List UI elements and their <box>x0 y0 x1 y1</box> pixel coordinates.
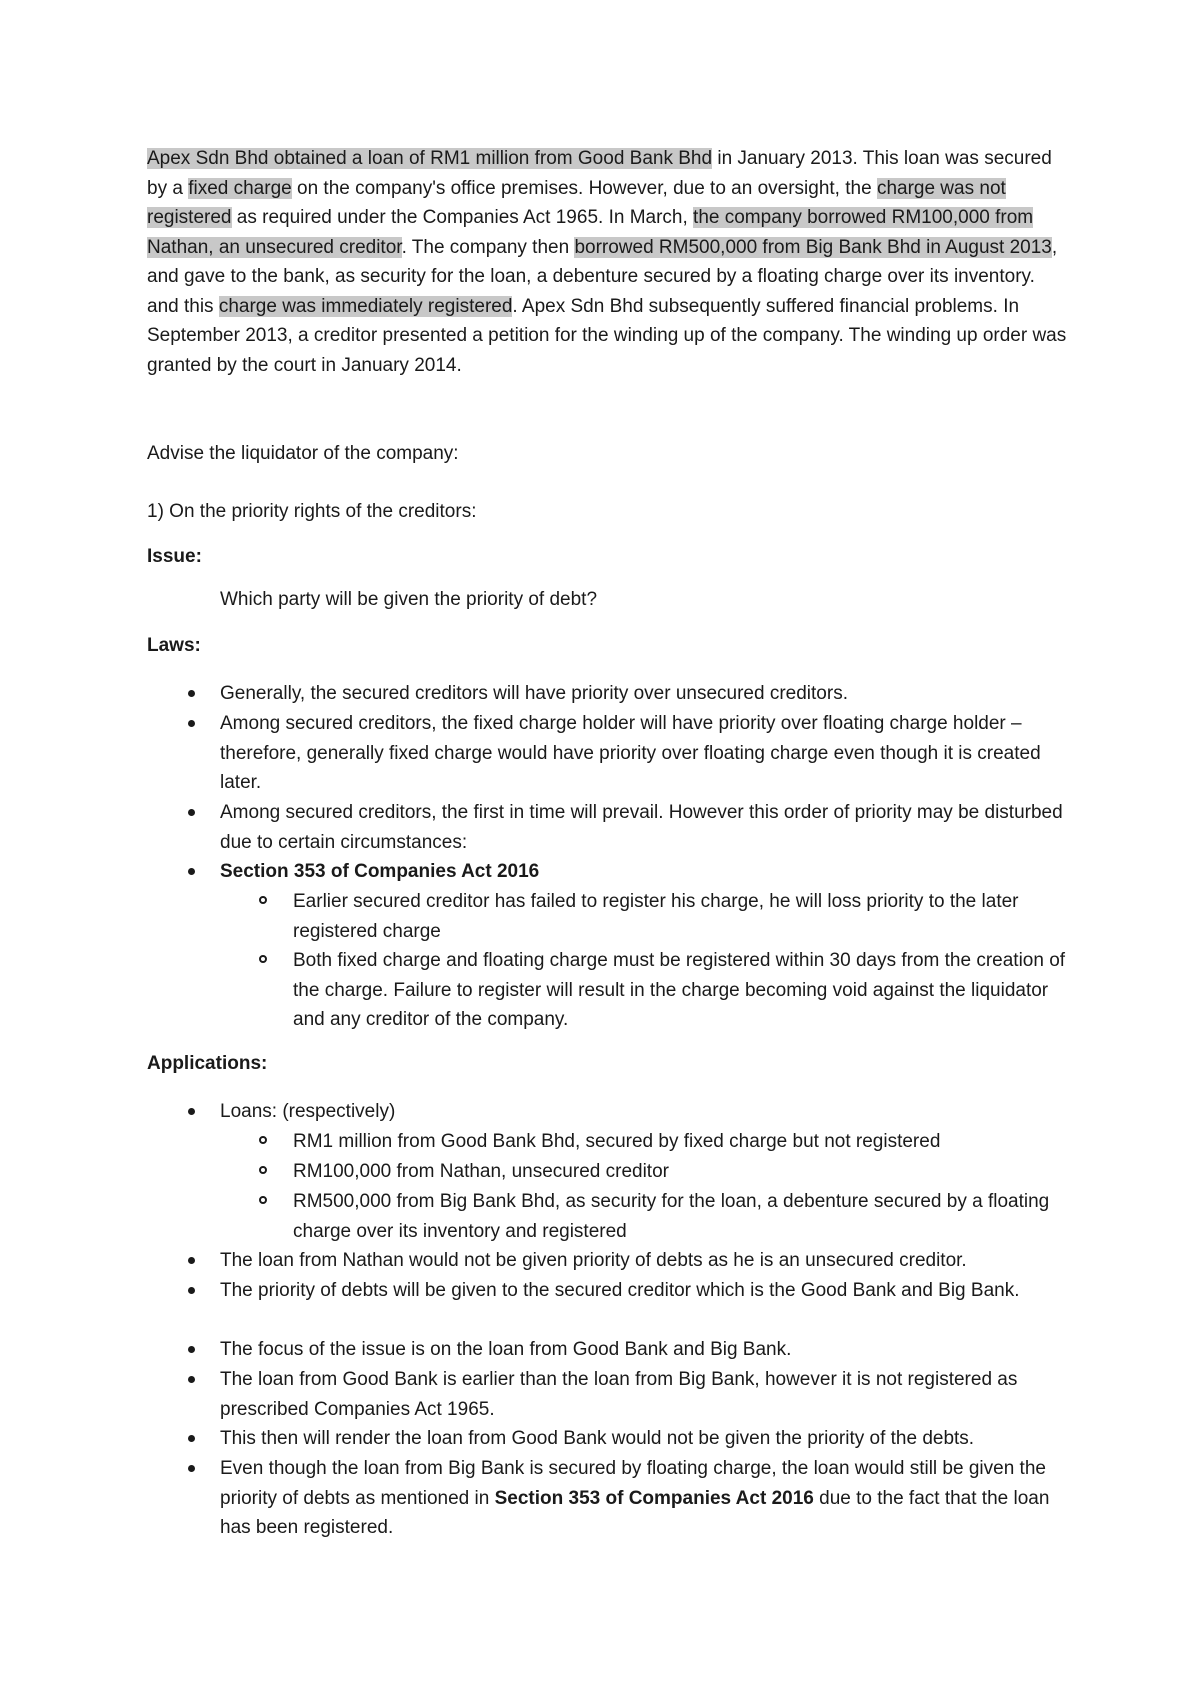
list-item-text: due to the fact that the loan has been registered. <box>220 1487 1050 1538</box>
text-segment: . The company then <box>401 236 575 258</box>
list-item-text: Among secured creditors, the fixed charge holder will have priority over floating charge holder – therefore, generally fixed charge would have priority over floating charge even though it is created later. <box>220 713 1041 793</box>
advise-line: Advise the liquidator of the company: <box>147 443 459 464</box>
sub-bullet-icon <box>259 1166 267 1174</box>
bullet-icon <box>188 1346 195 1353</box>
list-item-text: RM100,000 from Nathan, unsecured creditor <box>293 1161 669 1182</box>
list-item <box>220 1424 1080 1454</box>
list-item <box>220 1097 1080 1127</box>
text-segment: in January 2013. This loan was secured by a <box>147 148 1052 199</box>
list-item-text: RM500,000 from Big Bank Bhd, as security for the loan, a debenture secured by a floating charge over its inventory and registered <box>293 1191 1050 1242</box>
bullet-icon <box>188 809 195 816</box>
list-item <box>220 1454 1080 1543</box>
sub-bullet-icon <box>259 955 267 963</box>
bullet-icon <box>188 1257 195 1264</box>
laws-heading: Laws: <box>147 635 201 656</box>
highlight-nathan-loan: the company borrowed RM100,000 from Nathan, an unsecured creditor <box>147 207 1034 258</box>
list-item-text: Section 353 of Companies Act 2016 <box>220 861 540 882</box>
highlight-fixed-charge: fixed charge <box>188 177 292 199</box>
list-item <box>220 1335 1080 1365</box>
sub-list-item <box>293 1187 1073 1246</box>
list-item-text: The loan from Good Bank is earlier than the loan from Big Bank, however it is not registered as prescribed Companies Act 1965. <box>220 1369 1018 1420</box>
list-item-text: RM1 million from Good Bank Bhd, secured by fixed charge but not registered <box>293 1131 941 1152</box>
list-item <box>220 1246 1080 1276</box>
list-item <box>220 1276 1080 1306</box>
list-item <box>220 1365 1080 1424</box>
sub-list-item <box>293 1157 1073 1187</box>
bullet-icon <box>188 720 195 727</box>
sub-bullet-icon <box>259 896 267 904</box>
list-item-text: The loan from Nathan would not be given priority of debts as he is an unsecured creditor. <box>220 1250 967 1271</box>
list-item-text: Loans: (respectively) <box>220 1101 396 1122</box>
highlight-not-registered: charge was not registered <box>147 177 1006 228</box>
list-item <box>220 679 1080 709</box>
list-item-text: This then will render the loan from Good Bank would not be given the priority of the debts. <box>220 1428 975 1449</box>
list-item <box>220 857 1080 887</box>
list-item-text: The priority of debts will be given to the secured creditor which is the Good Bank and Big Bank. <box>220 1280 1020 1301</box>
bullet-icon <box>188 1465 195 1472</box>
text-segment: . Apex Sdn Bhd subsequently suffered financial problems. In September 2013, a creditor presented a petition for the winding up of the company. The winding up order was granted by the court in January 2014. <box>147 295 1067 376</box>
sub-bullet-icon <box>259 1136 267 1144</box>
sub-bullet-icon <box>259 1196 267 1204</box>
applications-heading: Applications: <box>147 1053 268 1074</box>
sub-list-item <box>293 1127 1073 1157</box>
bullet-icon <box>188 1287 195 1294</box>
list-item-text: Earlier secured creditor has failed to register his charge, he will loss priority to the later registered charge <box>293 891 1019 942</box>
sub-list-item <box>293 887 1073 946</box>
list-item-text: Among secured creditors, the first in time will prevail. However this order of priority may be disturbed due to certain circumstances: <box>220 802 1063 853</box>
highlight-good-bank-loan: Apex Sdn Bhd obtained a loan of RM1 million from Good Bank Bhd <box>147 148 713 169</box>
text-segment: as required under the Companies Act 1965. In March, <box>231 207 694 228</box>
bullet-icon <box>188 1435 195 1442</box>
list-item-text: Generally, the secured creditors will have priority over unsecured creditors. <box>220 683 848 704</box>
text-segment: , and gave to the bank, as security for the loan, a debenture secured by a floating charge over its inventory. and this <box>147 236 1058 317</box>
highlight-registered: charge was immediately registered <box>218 295 513 317</box>
section-reference: Section 353 of Companies Act 2016 <box>494 1487 814 1509</box>
case-facts-paragraph <box>147 144 1067 380</box>
highlight-big-bank-loan: borrowed RM500,000 from Big Bank Bhd in August 2013 <box>574 236 1052 258</box>
bullet-icon <box>188 868 195 875</box>
list-item-text: Even though the loan from Big Bank is secured by floating charge, the loan would still be given the priority of debts as mentioned in <box>220 1458 1046 1509</box>
issue-heading: Issue: <box>147 546 202 567</box>
bullet-icon <box>188 1376 195 1383</box>
list-item-text: The focus of the issue is on the loan from Good Bank and Big Bank. <box>220 1339 792 1360</box>
bullet-icon <box>188 690 195 697</box>
sub-list-item <box>293 946 1073 1035</box>
question-1: 1) On the priority rights of the creditors: <box>147 501 477 522</box>
text-segment: on the company's office premises. However, due to an oversight, the <box>291 177 877 199</box>
bullet-icon <box>188 1108 195 1115</box>
list-item-text: Both fixed charge and floating charge must be registered within 30 days from the creation of the charge. Failure to register will result in the charge becoming void against the liquidator and any creditor of the company. <box>293 950 1066 1030</box>
list-item <box>220 709 1080 798</box>
list-item <box>220 798 1080 857</box>
issue-text: Which party will be given the priority of debt? <box>220 589 598 610</box>
